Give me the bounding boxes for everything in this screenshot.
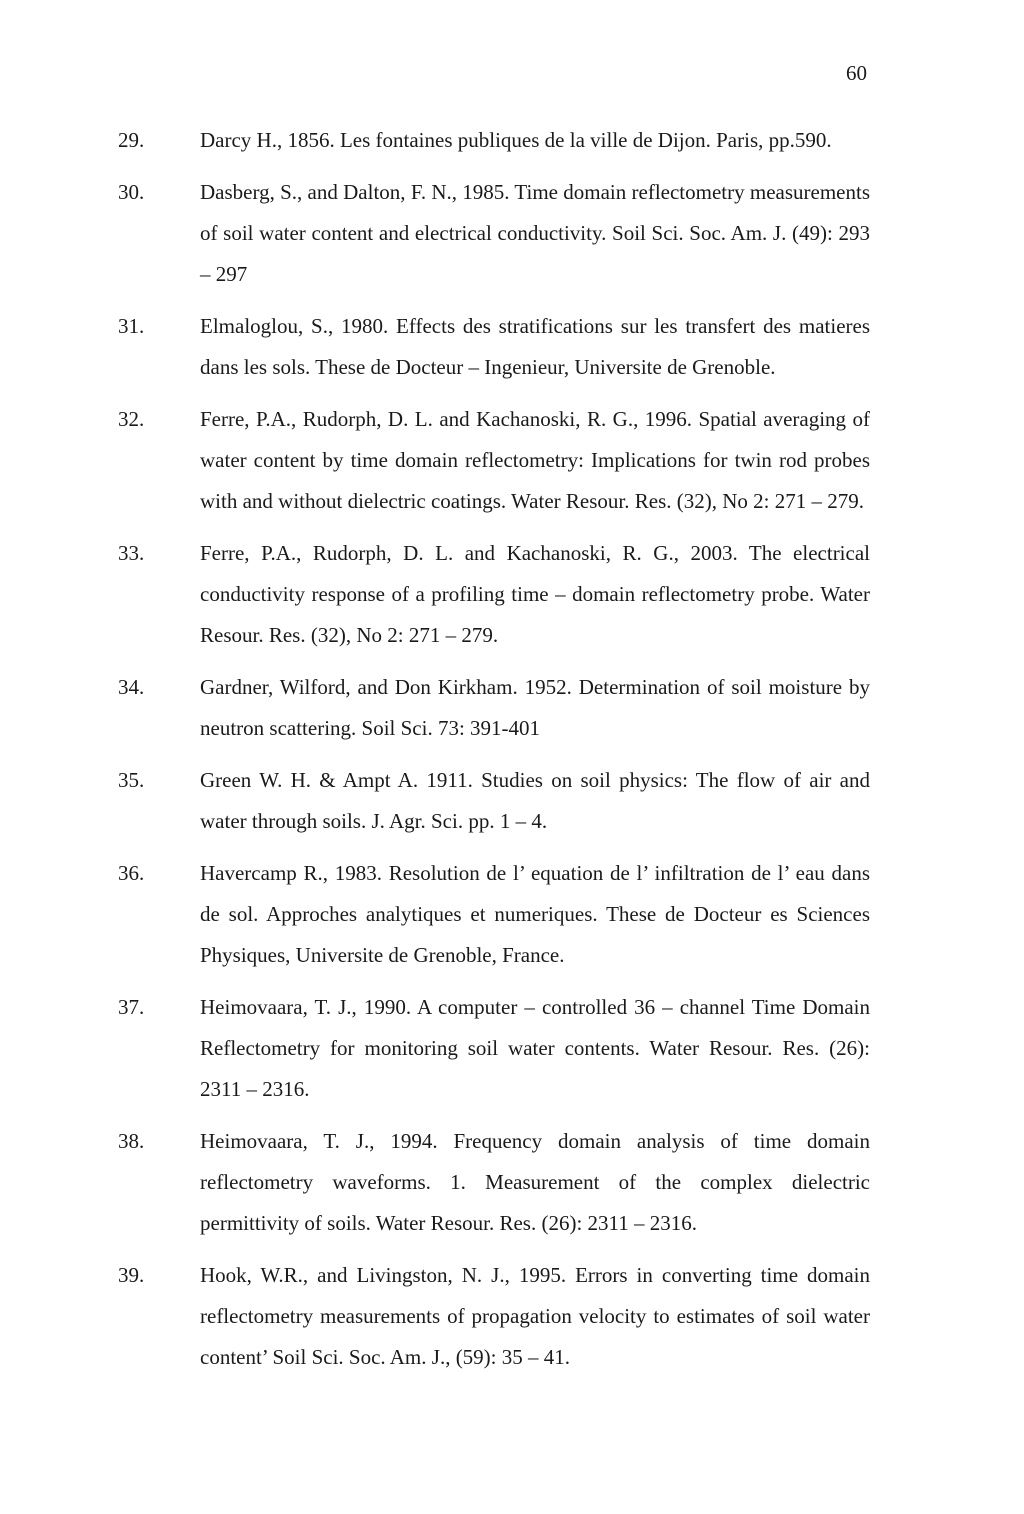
reference-text: Green W. H. & Ampt A. 1911. Studies on soil physics: The flow of air and water through soils. J. Agr. Sci. pp. 1 – 4. bbox=[200, 768, 870, 833]
reference-item bbox=[0, 1255, 1024, 1378]
reference-item bbox=[0, 399, 1024, 522]
reference-number: 35. bbox=[118, 768, 145, 792]
reference-text: Dasberg, S., and Dalton, F. N., 1985. Time domain reflectometry measurements of soil water content and electrical conductivity. Soil Sci. Soc. Am. J. (49): 293 – 297 bbox=[200, 180, 870, 286]
reference-number: 34. bbox=[118, 675, 145, 699]
reference-item bbox=[0, 667, 1024, 749]
reference-number: 31. bbox=[118, 314, 145, 338]
reference-text: Heimovaara, T. J., 1990. A computer – controlled 36 – channel Time Domain Reflectometry for monitoring soil water contents. Water Resour. Res. (26): 2311 – 2316. bbox=[200, 995, 870, 1101]
reference-item bbox=[0, 1121, 1024, 1244]
reference-list bbox=[0, 120, 1024, 1389]
reference-text: Gardner, Wilford, and Don Kirkham. 1952. Determination of soil moisture by neutron scattering. Soil Sci. 73: 391-401 bbox=[200, 675, 870, 740]
reference-text: Elmaloglou, S., 1980. Effects des stratifications sur les transfert des matieres dans les sols. These de Docteur – Ingenieur, Universite de Grenoble. bbox=[200, 314, 870, 379]
reference-number: 29. bbox=[118, 128, 145, 152]
reference-number: 33. bbox=[118, 541, 145, 565]
page-number: 60 bbox=[846, 61, 867, 85]
reference-text: Ferre, P.A., Rudorph, D. L. and Kachanoski, R. G., 2003. The electrical conductivity response of a profiling time – domain reflectometry probe. Water Resour. Res. (32), No 2: 271 – 279. bbox=[200, 541, 870, 647]
reference-item bbox=[0, 760, 1024, 842]
reference-number: 30. bbox=[118, 180, 145, 204]
reference-text: Hook, W.R., and Livingston, N. J., 1995. Errors in converting time domain reflectometry measurements of propagation velocity to estimates of soil water content’ Soil Sci. Soc. Am. J., (59): 35 – 41. bbox=[200, 1263, 870, 1369]
reference-number: 32. bbox=[118, 407, 145, 431]
reference-number: 37. bbox=[118, 995, 145, 1019]
reference-number: 36. bbox=[118, 861, 145, 885]
reference-text: Darcy H., 1856. Les fontaines publiques de la ville de Dijon. Paris, pp.590. bbox=[200, 128, 832, 152]
reference-number: 38. bbox=[118, 1129, 145, 1153]
reference-item bbox=[0, 120, 1024, 161]
reference-text: Heimovaara, T. J., 1994. Frequency domain analysis of time domain reflectometry waveforms. 1. Measurement of the complex dielectric permittivity of soils. Water Resour. Res. (26): 2311 – 2316. bbox=[200, 1129, 870, 1235]
reference-item bbox=[0, 853, 1024, 976]
reference-text: Ferre, P.A., Rudorph, D. L. and Kachanoski, R. G., 1996. Spatial averaging of water content by time domain reflectometry: Implications for twin rod probes with and without dielectric coatings. Water Resour. Res. (32), No 2: 271 – 279. bbox=[200, 407, 870, 513]
reference-item bbox=[0, 172, 1024, 295]
reference-item bbox=[0, 533, 1024, 656]
reference-item bbox=[0, 987, 1024, 1110]
reference-number: 39. bbox=[118, 1263, 145, 1287]
reference-text: Havercamp R., 1983. Resolution de l’ equation de l’ infiltration de l’ eau dans de sol. Approches analytiques et numeriques. These de Docteur es Sciences Physiques, Universite de Grenoble, France. bbox=[200, 861, 870, 967]
reference-item bbox=[0, 306, 1024, 388]
